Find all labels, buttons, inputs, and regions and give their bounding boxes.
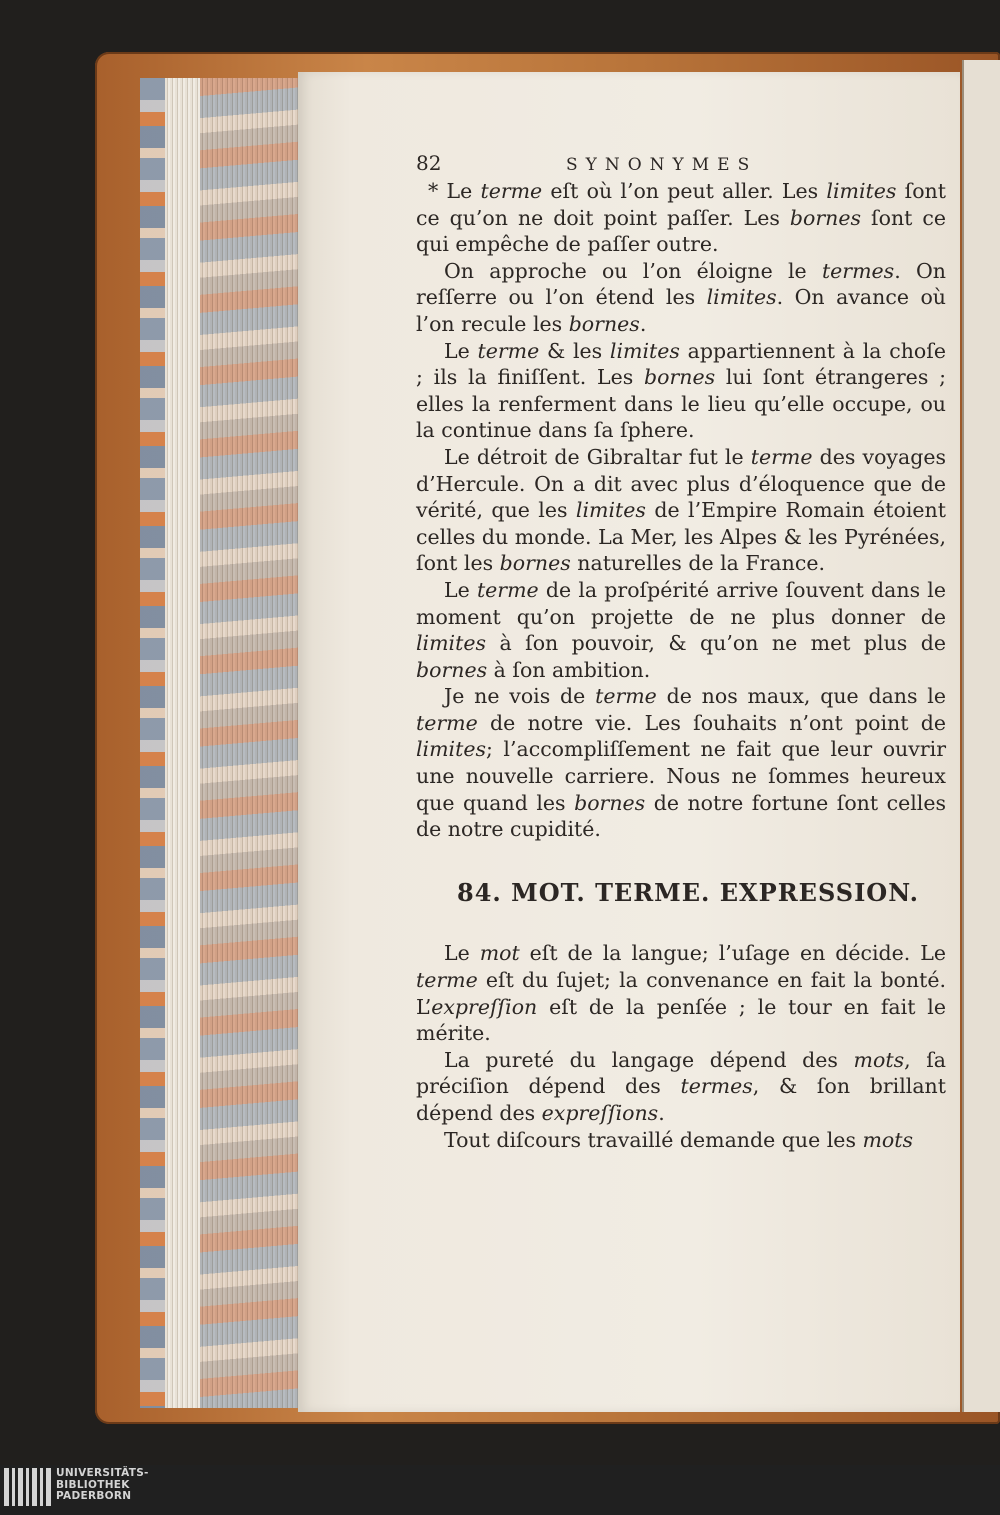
page-edges [165,78,300,1408]
running-head: SYNONYMES [566,155,758,175]
italic-term: terme [416,710,478,735]
italic-term: termes [821,258,895,283]
italic-term: bornes [499,551,571,576]
italic-term: bornes [416,657,488,682]
library-logo-icon [4,1468,52,1506]
italic-term: limites [609,338,680,363]
italic-term: limites [826,179,897,203]
page-number: 82 [416,151,442,175]
section-title: 84. MOT. TERME. EXPRESSION. [457,877,919,907]
italic-term: terme [477,338,540,363]
italic-term: terme [476,577,539,602]
page-header [416,150,946,178]
paragraph: Je ne vois de terme de nos maux, que dans le terme de notre vie. Les ſouhaits n’ont point de limites; l’accompliſſement ne fait que leur ouvrir une nouvelle carriere. Nous ne ſommes heureux que quand les bornes de notre fortune ſont celles de notre cupidité. [416,684,946,842]
italic-term: limites [706,285,777,310]
italic-term: bornes [568,311,640,336]
paragraph: * Le terme eſt où l’on peut aller. Les limites ſont ce qu’on ne doit point paſſer. Les bornes ſont ce qui empêche de paſſer outre. [416,179,947,257]
italic-term: terme [595,684,657,709]
paragraph: Le mot eſt de la langue; l’uſage en décide. Le terme eſt du ſujet; la convenance en fait la bonté. L’expreſſion eſt de la penſée ; le tour en fait le mérite. [416,941,947,1046]
paragraph: La pureté du langage dépend des mots, ſa préciſion dépend des termes, & ſon brillant dépend des expreſſions. [416,1047,947,1125]
italic-term: bornes [789,205,862,230]
italic-term: terme [416,968,478,993]
italic-term: termes [680,1074,753,1099]
italic-term: bornes [574,790,646,815]
paragraph: Le détroit de Gibraltar fut le terme des voyages d’Hercule. On a dit avec plus d’éloquence que de vérité, que les limites de l’Empire Romain étoient celles du monde. La Mer, les Alpes & les Pyrénées, ſont les bornes naturelles de la France. [416,444,946,576]
italic-term: terme [480,179,543,203]
paragraph: Tout diſcours travaillé demande que les mots [444,1127,914,1152]
library-name: UNIVERSITÄTS- BIBLIOTHEK PADERBORN [56,1467,149,1502]
italic-term: limites [416,737,486,762]
entry-84-paragraphs [416,940,946,1153]
entry-83-paragraphs [416,178,946,843]
italic-term: bornes [644,365,716,390]
italic-term: mots [862,1127,914,1152]
italic-term: mot [479,941,520,966]
library-footer [0,1465,1000,1515]
page-text [416,150,946,1153]
italic-term: terme [750,444,813,469]
italic-term: mots [853,1047,905,1072]
italic-term: limites [575,498,646,523]
italic-term: expreſſions [541,1101,659,1125]
italic-term: limites [416,631,486,656]
italic-term: expreſſion [431,994,538,1019]
facing-page-edge [962,60,1000,1412]
paragraph: Le terme de la proſpérité arrive ſouvent dans le moment qu’on projette de ne plus donner de limites à ſon pouvoir, & qu’on ne met plus de bornes à ſon ambition. [416,577,946,682]
paragraph: On approche ou l’on éloigne le termes. On reſſerre ou l’on étend les limites. On avance où l’on recule les bornes. [416,258,947,336]
paragraph: Le terme & les limites appartiennent à la choſe ; ils la finiſſent. Les bornes lui ſont étrangeres ; elles la renferment dans le lieu qu’elle occupe, ou la continue dans ſa ſphere. [416,338,946,443]
